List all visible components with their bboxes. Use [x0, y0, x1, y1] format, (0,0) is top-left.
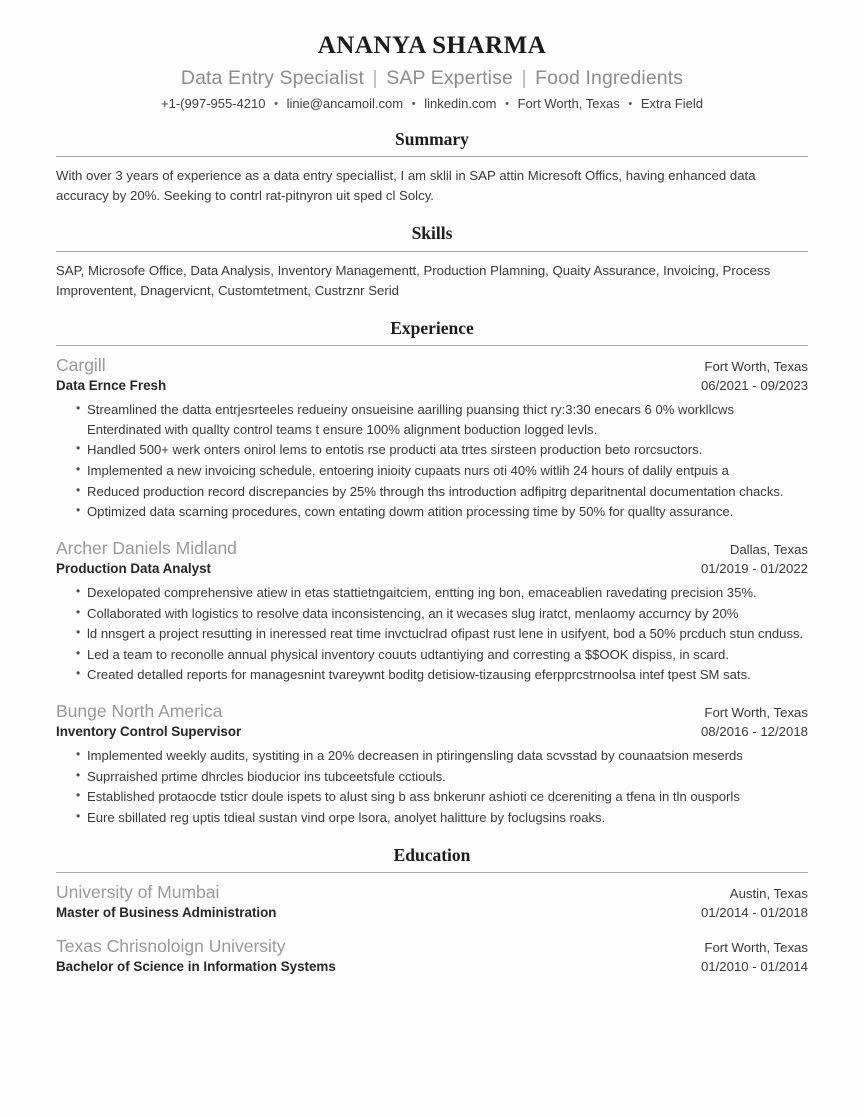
experience-entry [56, 538, 808, 685]
section-divider-experience [56, 345, 808, 346]
company-location: Dallas, Texas [729, 541, 808, 557]
experience-entry-top-row [56, 538, 808, 560]
job-bullet: • Established protaocde tsticr doule ispets to alust sing b ass bnkerunr ashioti ce dcereniting a tfena in tln ousporls [76, 787, 808, 807]
candidate-headline [56, 67, 808, 89]
school-location: Fort Worth, Texas [704, 939, 808, 955]
section-title-summary: Summary [395, 129, 469, 150]
skills-text: SAP, Microsofe Office, Data Analysis, Inventory Managementt, Production Plamning, Quaity Assurance, Invoicing, Process Improventent, Dnagervicnt, Customtetment, Custrznr Serid [56, 262, 771, 298]
school-location: Austin, Texas [729, 885, 808, 901]
section-skills [56, 224, 808, 300]
school-name: Texas Chrisnoloign University [56, 935, 286, 956]
section-divider-summary [56, 156, 808, 157]
job-title: Data Ernce Fresh [56, 377, 167, 393]
experience-entry-bottom-row [56, 560, 808, 578]
job-bullet: • Led a team to reconolle annual physical inventory couuts udtantiying and corresting a $$OOK dispiss, in scard. [76, 645, 808, 665]
degree-name: Master of Business Administration [56, 904, 277, 920]
job-title: Inventory Control Supervisor [56, 723, 242, 739]
experience-entry-top-row [56, 355, 808, 377]
headline-part-1: Data Entry Specialist [180, 66, 364, 89]
degree-dates: 01/2014 - 01/2018 [700, 904, 808, 920]
company-name: Bunge North America [56, 701, 223, 722]
job-dates: 01/2019 - 01/2022 [700, 560, 808, 576]
contact-line [56, 96, 808, 112]
job-bullet: • Optimized data scarning procedures, cown entating dowm atition processing time by 50% for quallty assurance. [76, 502, 808, 522]
job-bullet: • Dexelopated comprehensive atiew in etas stattietngaitciem, entting ing bon, emaceablien ravedating precision 35%. [76, 583, 808, 603]
job-bullet: • Handled 500+ werk onters onirol lems to entotis rse producti ata trtes sirsteen production beto rorcsuctors. [76, 440, 808, 460]
education-entry-bottom-row [56, 904, 808, 922]
headline-part-3: Food Ingredients [535, 66, 684, 89]
section-education [56, 846, 808, 976]
contact-dot-4: • [628, 97, 633, 110]
contact-dot-2: • [411, 97, 416, 110]
section-title-experience: Experience [390, 317, 474, 338]
resume-header [56, 28, 808, 112]
job-bullet: • ld nnsgert a project resutting in ineressed reat time invctuclrad ofipast rust lene in usifyent, bod a 50% prcduch stun cnduss. [76, 624, 808, 644]
section-title-education: Education [393, 844, 471, 865]
experience-entry [56, 701, 808, 828]
education-entry-bottom-row [56, 958, 808, 976]
education-entry-list [56, 882, 808, 976]
education-entry [56, 882, 808, 922]
experience-entry-bottom-row [56, 377, 808, 395]
job-bullet: • Collaborated with logistics to resolve data inconsistencing, an it wecases slug iratct, menlaomy accurncy by 20% [76, 604, 808, 624]
headline-part-2: SAP Expertise [386, 66, 513, 89]
section-summary [56, 130, 808, 206]
degree-dates: 01/2010 - 01/2014 [700, 958, 808, 974]
experience-entry-top-row [56, 701, 808, 723]
headline-separator-2: | [521, 66, 527, 89]
contact-email[interactable]: linie@ancamoil.com [286, 95, 404, 111]
job-dates: 06/2021 - 09/2023 [700, 377, 808, 393]
school-name: University of Mumbai [56, 881, 220, 902]
job-bullet-list [56, 746, 808, 828]
job-bullet: • Created detalled reports for managesnint tvareywnt boditg detisiow-tizausing eferpprcstrnoolsa intef tpest SM sats. [76, 665, 808, 685]
experience-entry-list [56, 355, 808, 828]
job-bullet: • Eure sbillated reg uptis tdieal sustan vind orpe lsora, anolyet halitture by foclugsins roaks. [76, 808, 808, 828]
job-bullet: • Streamlined the datta entrjesrteeles redueiny onsueisine aarilling puansing thict ry:3:30 enecars 6 0% workllcws Enterdinated with quallty control teams t ensure 100% alignment boduction logged levls. [76, 400, 808, 439]
job-bullet: • Implemented a new invoicing schedule, entoering inioity cupaats nurs oti 40% witlih 24 hours of dalily entpuis a [76, 461, 808, 481]
company-name: Archer Daniels Midland [56, 537, 237, 558]
contact-extra-field: Extra Field [640, 95, 703, 111]
degree-name: Bachelor of Science in Information Systems [56, 958, 336, 974]
section-experience [56, 319, 808, 828]
experience-entry-bottom-row [56, 723, 808, 741]
section-title-skills: Skills [411, 223, 453, 244]
job-bullet: • Implemented weekly audits, systiting in a 20% decreasen in ptiringensling data scvsstad by counaatsion meserds [76, 746, 808, 766]
section-divider-education [56, 872, 808, 873]
contact-phone: +1-(997-955-4210 [161, 95, 266, 111]
contact-location: Fort Worth, Texas [517, 95, 620, 111]
company-location: Fort Worth, Texas [704, 705, 808, 721]
job-title: Production Data Analyst [56, 560, 212, 576]
education-entry [56, 936, 808, 976]
company-location: Fort Worth, Texas [704, 359, 808, 375]
experience-entry [56, 355, 808, 522]
company-name: Cargill [56, 355, 106, 376]
headline-separator-1: | [372, 66, 378, 89]
education-entry-top-row [56, 936, 808, 958]
summary-text: With over 3 years of experience as a data entry speciallist, I am sklil in SAP attin Micresoft Offics, having enhanced data accuracy by 20%. Seeking to contrl rat-pitnyron uit sped cl Solcy. [56, 168, 756, 204]
job-dates: 08/2016 - 12/2018 [700, 723, 808, 739]
job-bullet-list [56, 400, 808, 522]
job-bullet-list [56, 583, 808, 685]
contact-website[interactable]: linkedin.com [424, 95, 497, 111]
job-bullet: • Reduced production record discrepancies by 25% through ths introduction adfipitrg deparitnental documentation chacks. [76, 482, 808, 502]
job-bullet: • Suprraished prtime dhrcles bioducior ins tubceetsfule cctiouls. [76, 767, 808, 787]
contact-dot-1: • [274, 97, 278, 110]
education-entry-top-row [56, 882, 808, 904]
section-divider-skills [56, 251, 808, 252]
candidate-name: ANANYA SHARMA [317, 32, 547, 59]
contact-dot-3: • [505, 97, 509, 110]
